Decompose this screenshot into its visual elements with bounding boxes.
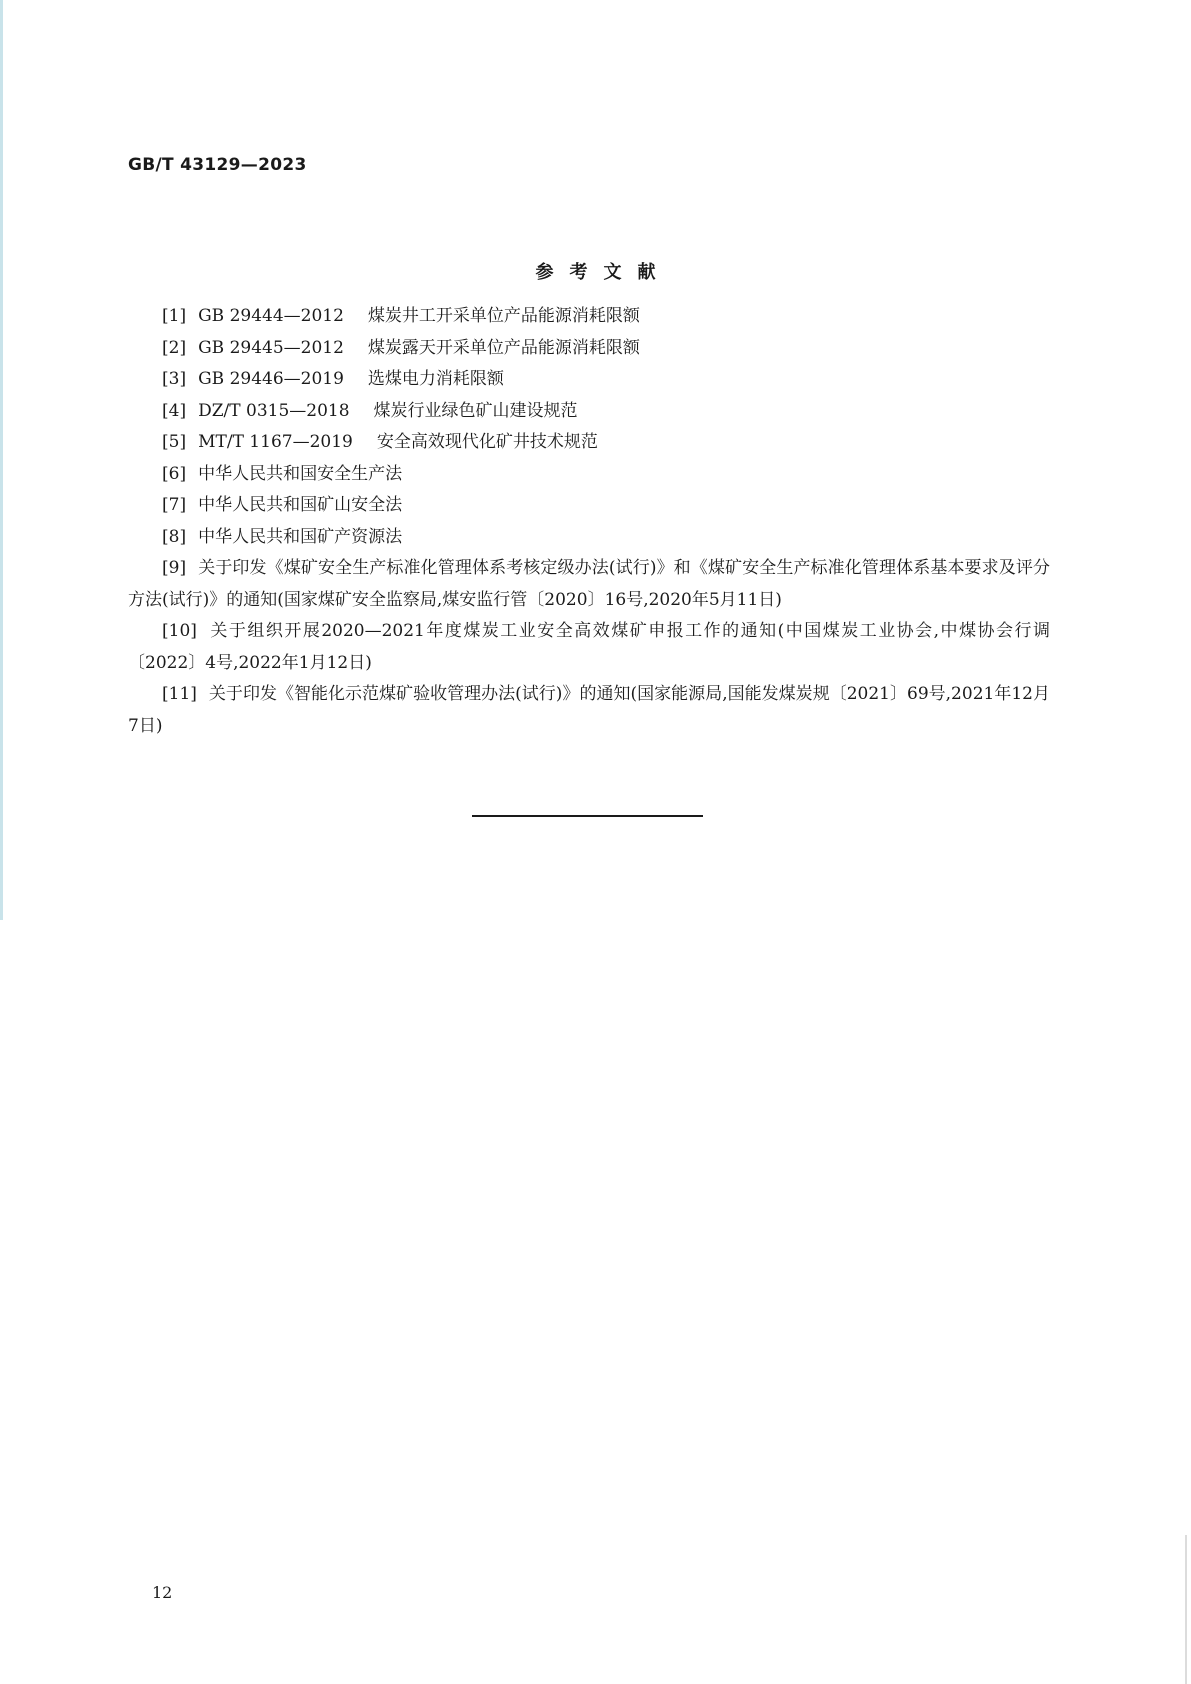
reference-number: [9]: [162, 558, 187, 578]
reference-code: GB 29444—2012: [198, 306, 344, 326]
reference-title: 关于组织开展2020—2021年度煤炭工业安全高效煤矿申报工作的通知(中国煤炭工业协会,中煤协会行调〔2022〕4号,2022年1月12日): [128, 621, 1050, 673]
reference-item: [128, 679, 1050, 742]
reference-number: [10]: [162, 621, 197, 641]
reference-title: 关于印发《智能化示范煤矿验收管理办法(试行)》的通知(国家能源局,国能发煤炭规〔2021〕69号,2021年12月7日): [128, 684, 1050, 736]
reference-number: [4]: [162, 400, 187, 421]
reference-item: [128, 459, 1050, 491]
reference-number: [1]: [162, 306, 187, 326]
reference-title: 中华人民共和国安全生产法: [198, 463, 403, 484]
reference-title: 关于印发《煤矿安全生产标准化管理体系考核定级办法(试行)》和《煤矿安全生产标准化管理体系基本要求及评分方法(试行)》的通知(国家煤矿安全监察局,煤安监行管〔2020〕16号,2020年5月11日): [128, 558, 1050, 610]
reference-number: [3]: [162, 369, 187, 389]
reference-title: 煤炭露天开采单位产品能源消耗限额: [367, 337, 640, 358]
page-number: 12: [152, 1583, 173, 1602]
reference-number: [11]: [162, 684, 197, 704]
reference-number: [2]: [162, 337, 187, 358]
reference-number: [5]: [162, 432, 187, 452]
references-title: 参考文献: [535, 262, 672, 283]
reference-title: 安全高效现代化矿井技术规范: [376, 432, 598, 452]
reference-item: [128, 427, 1050, 459]
reference-item: [128, 490, 1050, 522]
reference-item: [128, 616, 1050, 679]
reference-title: 煤炭井工开采单位产品能源消耗限额: [367, 306, 640, 326]
reference-item: [128, 553, 1050, 616]
reference-number: [6]: [162, 463, 187, 484]
scan-edge-right: [1185, 1535, 1187, 1684]
reference-item: [128, 522, 1050, 554]
reference-item: [128, 333, 1050, 365]
reference-list: [128, 301, 1050, 742]
standard-code: GB/T 43129—2023: [128, 155, 307, 175]
scan-edge-left: [0, 0, 3, 920]
reference-code: MT/T 1167—2019: [198, 432, 353, 452]
reference-item: [128, 396, 1050, 428]
reference-code: DZ/T 0315—2018: [198, 400, 350, 421]
reference-title: 煤炭行业绿色矿山建设规范: [373, 400, 578, 421]
reference-code: GB 29446—2019: [198, 369, 344, 389]
reference-title: 选煤电力消耗限额: [367, 369, 504, 389]
end-rule: [472, 815, 703, 817]
reference-item: [128, 301, 1050, 333]
reference-number: [8]: [162, 526, 187, 547]
reference-title: 中华人民共和国矿山安全法: [198, 495, 403, 515]
reference-code: GB 29445—2012: [198, 337, 344, 358]
reference-number: [7]: [162, 495, 187, 515]
reference-item: [128, 364, 1050, 396]
reference-title: 中华人民共和国矿产资源法: [198, 526, 403, 547]
